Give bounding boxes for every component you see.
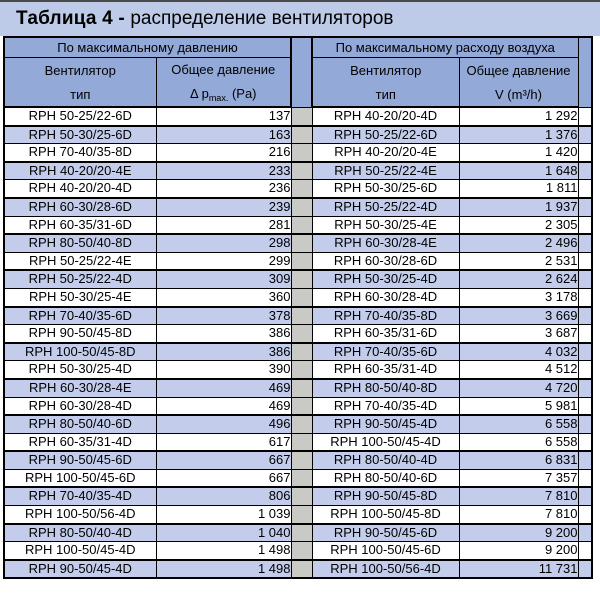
cutoff-strip-cell	[578, 397, 592, 415]
right-airflow-value-cell: 4 512	[459, 361, 578, 379]
left-fan-type-cell: RPH 80-50/40-6D	[4, 415, 156, 433]
table-row	[4, 542, 592, 560]
right-fan-type-cell: RPH 90-50/45-4D	[312, 415, 459, 433]
right-airflow-value-cell: 3 669	[459, 307, 578, 325]
cutoff-strip-cell	[578, 270, 592, 288]
left-fan-type-cell: RPH 100-50/56-4D	[4, 506, 156, 524]
table-title-text: распределение вентиляторов	[130, 8, 394, 29]
table-row	[4, 252, 592, 270]
left-fan-type-cell: RPH 90-50/45-8D	[4, 325, 156, 343]
right-fan-type-cell: RPH 50-30/25-6D	[312, 180, 459, 198]
gap-spacer-cell	[291, 506, 312, 524]
left-pressure-value-cell: 239	[156, 198, 291, 216]
table-row	[4, 270, 592, 288]
left-fan-column-header	[4, 58, 156, 108]
right-fan-type-cell: RPH 70-40/35-8D	[312, 307, 459, 325]
right-airflow-value-cell: 1 376	[459, 126, 578, 144]
left-fan-type-cell: RPH 60-35/31-6D	[4, 216, 156, 234]
gap-spacer-cell	[291, 162, 312, 180]
table-row	[4, 397, 592, 415]
left-pressure-value-cell: 216	[156, 144, 291, 162]
right-airflow-value-cell: 7 810	[459, 487, 578, 505]
right-fan-type-cell: RPH 60-35/31-4D	[312, 361, 459, 379]
right-airflow-value-cell: 3 178	[459, 288, 578, 306]
left-pressure-value-cell: 390	[156, 361, 291, 379]
cutoff-strip-cell	[578, 307, 592, 325]
cutoff-strip-cell	[578, 180, 592, 198]
gap-spacer-cell	[291, 216, 312, 234]
right-airflow-value-cell: 6 831	[459, 451, 578, 469]
gap-spacer-cell	[291, 307, 312, 325]
gap-spacer-cell	[291, 144, 312, 162]
left-pressure-value-cell: 469	[156, 397, 291, 415]
right-airflow-value-cell: 7 357	[459, 469, 578, 487]
left-fan-type-cell: RPH 50-30/25-6D	[4, 126, 156, 144]
gap-spacer-cell	[291, 325, 312, 343]
left-fan-type-cell: RPH 80-50/40-4D	[4, 524, 156, 542]
table-row	[4, 180, 592, 198]
left-pressure-value-cell: 469	[156, 379, 291, 397]
right-airflow-value-cell: 1 292	[459, 107, 578, 126]
cutoff-strip-cell	[578, 198, 592, 216]
right-fan-type-cell: RPH 50-25/22-6D	[312, 126, 459, 144]
table-row	[4, 487, 592, 505]
table-row	[4, 415, 592, 433]
right-airflow-value-cell: 9 200	[459, 524, 578, 542]
table-row	[4, 144, 592, 162]
cutoff-strip-cell	[578, 506, 592, 524]
left-fan-type-cell: RPH 50-25/22-6D	[4, 107, 156, 126]
cutoff-strip-cell	[578, 288, 592, 306]
right-airflow-value-cell: 3 687	[459, 325, 578, 343]
right-fan-type-cell: RPH 40-20/20-4E	[312, 144, 459, 162]
cutoff-strip-cell	[578, 542, 592, 560]
left-pressure-value-cell: 360	[156, 288, 291, 306]
left-pressure-value-cell: 1 039	[156, 506, 291, 524]
left-fan-type-cell: RPH 70-40/35-4D	[4, 487, 156, 505]
pascal-unit: (Pa)	[228, 85, 257, 101]
right-airflow-value-cell: 11 731	[459, 560, 578, 579]
right-airflow-value-cell: 1 420	[459, 144, 578, 162]
gap-spacer-cell	[291, 288, 312, 306]
right-fan-type-cell: RPH 60-30/28-4D	[312, 288, 459, 306]
left-fan-type-cell: RPH 100-50/45-8D	[4, 343, 156, 361]
right-airflow-header-line1: Общее давление	[466, 62, 571, 78]
left-fan-type-cell: RPH 60-30/28-4D	[4, 397, 156, 415]
gap-spacer-cell	[291, 343, 312, 361]
cutoff-strip-cell	[578, 216, 592, 234]
table-gap-spacer	[291, 37, 312, 107]
right-fan-header-line2: тип	[375, 86, 396, 102]
left-pressure-value-cell: 281	[156, 216, 291, 234]
table-row	[4, 469, 592, 487]
fan-distribution-table	[3, 36, 593, 579]
gap-spacer-cell	[291, 542, 312, 560]
cutoff-strip-cell	[578, 379, 592, 397]
right-airflow-value-cell: 1 937	[459, 198, 578, 216]
cutoff-strip-cell	[578, 162, 592, 180]
left-pressure-value-cell: 667	[156, 451, 291, 469]
right-fan-type-cell: RPH 60-35/31-6D	[312, 325, 459, 343]
gap-spacer-cell	[291, 180, 312, 198]
left-pressure-value-cell: 298	[156, 234, 291, 252]
cutoff-strip-cell	[578, 415, 592, 433]
left-fan-type-cell: RPH 70-40/35-6D	[4, 307, 156, 325]
right-airflow-value-cell: 9 200	[459, 542, 578, 560]
right-airflow-value-cell: 2 531	[459, 252, 578, 270]
right-fan-type-cell: RPH 80-50/40-6D	[312, 469, 459, 487]
table-row	[4, 361, 592, 379]
right-fan-type-cell: RPH 50-25/22-4D	[312, 198, 459, 216]
gap-spacer-cell	[291, 270, 312, 288]
table-row	[4, 198, 592, 216]
table-row	[4, 343, 592, 361]
cutoff-strip-cell	[578, 560, 592, 579]
cutoff-strip-cell	[578, 144, 592, 162]
table-title	[0, 2, 600, 36]
left-fan-type-cell: RPH 90-50/45-6D	[4, 451, 156, 469]
left-pressure-value-cell: 233	[156, 162, 291, 180]
table-row	[4, 107, 592, 126]
left-pressure-header-symbol	[157, 86, 291, 103]
gap-spacer-cell	[291, 379, 312, 397]
gap-spacer-cell	[291, 524, 312, 542]
right-airflow-value-cell: 4 032	[459, 343, 578, 361]
right-airflow-value-cell: 6 558	[459, 433, 578, 451]
left-pressure-value-cell: 1 498	[156, 542, 291, 560]
right-airflow-value-cell: 4 720	[459, 379, 578, 397]
left-pressure-value-cell: 309	[156, 270, 291, 288]
right-airflow-value-cell: 2 624	[459, 270, 578, 288]
gap-spacer-cell	[291, 487, 312, 505]
right-airflow-column-header	[459, 58, 578, 108]
right-fan-type-cell: RPH 70-40/35-6D	[312, 343, 459, 361]
left-fan-type-cell: RPH 100-50/45-6D	[4, 469, 156, 487]
right-fan-type-cell: RPH 100-50/56-4D	[312, 560, 459, 579]
left-pressure-value-cell: 386	[156, 343, 291, 361]
table-row	[4, 162, 592, 180]
left-fan-type-cell: RPH 60-30/28-4E	[4, 379, 156, 397]
left-pressure-value-cell: 137	[156, 107, 291, 126]
right-group-header: По максимальному расходу воздуха	[312, 37, 578, 58]
table-row	[4, 126, 592, 144]
right-airflow-value-cell: 1 811	[459, 180, 578, 198]
right-fan-type-cell: RPH 50-30/25-4D	[312, 270, 459, 288]
left-fan-type-cell: RPH 50-30/25-4E	[4, 288, 156, 306]
table-row	[4, 560, 592, 579]
gap-spacer-cell	[291, 397, 312, 415]
group-header-row	[4, 37, 592, 58]
right-fan-column-header	[312, 58, 459, 108]
cutoff-column-strip-header	[578, 37, 592, 107]
left-fan-type-cell: RPH 50-30/25-4D	[4, 361, 156, 379]
gap-spacer-cell	[291, 252, 312, 270]
left-fan-type-cell: RPH 100-50/45-4D	[4, 542, 156, 560]
cutoff-strip-cell	[578, 361, 592, 379]
left-pressure-value-cell: 386	[156, 325, 291, 343]
gap-spacer-cell	[291, 560, 312, 579]
right-airflow-value-cell: 2 496	[459, 234, 578, 252]
right-airflow-value-cell: 2 305	[459, 216, 578, 234]
table-title-number: Таблица 4 -	[16, 8, 131, 29]
left-fan-type-cell: RPH 40-20/20-4E	[4, 162, 156, 180]
right-fan-type-cell: RPH 80-50/40-8D	[312, 379, 459, 397]
cutoff-strip-cell	[578, 451, 592, 469]
left-fan-type-cell: RPH 80-50/40-8D	[4, 234, 156, 252]
cutoff-strip-cell	[578, 325, 592, 343]
max-subscript: max.	[208, 92, 229, 103]
right-fan-type-cell: RPH 60-30/28-4E	[312, 234, 459, 252]
right-fan-type-cell: RPH 90-50/45-8D	[312, 487, 459, 505]
right-fan-type-cell: RPH 60-30/28-6D	[312, 252, 459, 270]
left-fan-type-cell: RPH 40-20/20-4D	[4, 180, 156, 198]
table-row	[4, 506, 592, 524]
table-row	[4, 379, 592, 397]
left-pressure-value-cell: 236	[156, 180, 291, 198]
right-fan-type-cell: RPH 50-30/25-4E	[312, 216, 459, 234]
right-airflow-value-cell: 5 981	[459, 397, 578, 415]
right-fan-type-cell: RPH 80-50/40-4D	[312, 451, 459, 469]
gap-spacer-cell	[291, 198, 312, 216]
right-fan-type-cell: RPH 100-50/45-6D	[312, 542, 459, 560]
gap-spacer-cell	[291, 126, 312, 144]
delta-p-symbol: Δ p	[190, 85, 209, 101]
left-pressure-value-cell: 299	[156, 252, 291, 270]
gap-spacer-cell	[291, 234, 312, 252]
left-pressure-value-cell: 1 040	[156, 524, 291, 542]
left-fan-type-cell: RPH 60-35/31-4D	[4, 433, 156, 451]
left-group-header: По максимальному давлению	[4, 37, 291, 58]
left-fan-type-cell: RPH 90-50/45-4D	[4, 560, 156, 579]
cutoff-strip-cell	[578, 234, 592, 252]
cutoff-strip-cell	[578, 487, 592, 505]
table-row	[4, 288, 592, 306]
left-fan-type-cell: RPH 70-40/35-8D	[4, 144, 156, 162]
right-airflow-value-cell: 7 810	[459, 506, 578, 524]
left-pressure-header-line1: Общее давление	[171, 61, 276, 77]
table-body	[4, 107, 592, 578]
right-fan-type-cell: RPH 90-50/45-6D	[312, 524, 459, 542]
right-fan-header-line1: Вентилятор	[350, 62, 422, 78]
left-fan-type-cell: RPH 60-30/28-6D	[4, 198, 156, 216]
cutoff-strip-cell	[578, 126, 592, 144]
left-pressure-value-cell: 667	[156, 469, 291, 487]
table-row	[4, 234, 592, 252]
cutoff-strip-cell	[578, 252, 592, 270]
left-pressure-column-header	[156, 58, 291, 108]
table-row	[4, 451, 592, 469]
right-fan-type-cell: RPH 50-25/22-4E	[312, 162, 459, 180]
gap-spacer-cell	[291, 361, 312, 379]
gap-spacer-cell	[291, 451, 312, 469]
table-row	[4, 433, 592, 451]
left-pressure-value-cell: 378	[156, 307, 291, 325]
right-airflow-header-symbol: V (m³/h)	[495, 86, 542, 102]
right-airflow-value-cell: 6 558	[459, 415, 578, 433]
gap-spacer-cell	[291, 415, 312, 433]
left-pressure-value-cell: 806	[156, 487, 291, 505]
left-fan-type-cell: RPH 50-25/22-4E	[4, 252, 156, 270]
cutoff-strip-cell	[578, 107, 592, 126]
table-row	[4, 325, 592, 343]
right-fan-type-cell: RPH 40-20/20-4D	[312, 107, 459, 126]
left-pressure-value-cell: 617	[156, 433, 291, 451]
left-fan-header-line2: тип	[70, 86, 91, 102]
cutoff-strip-cell	[578, 524, 592, 542]
cutoff-strip-cell	[578, 469, 592, 487]
left-pressure-value-cell: 163	[156, 126, 291, 144]
left-pressure-value-cell: 1 498	[156, 560, 291, 579]
cutoff-strip-cell	[578, 343, 592, 361]
right-fan-type-cell: RPH 70-40/35-4D	[312, 397, 459, 415]
left-fan-type-cell: RPH 50-25/22-4D	[4, 270, 156, 288]
cutoff-strip-cell	[578, 433, 592, 451]
gap-spacer-cell	[291, 469, 312, 487]
table-row	[4, 307, 592, 325]
gap-spacer-cell	[291, 433, 312, 451]
left-pressure-value-cell: 496	[156, 415, 291, 433]
gap-spacer-cell	[291, 107, 312, 126]
right-fan-type-cell: RPH 100-50/45-8D	[312, 506, 459, 524]
table-row	[4, 524, 592, 542]
table-row	[4, 216, 592, 234]
right-airflow-value-cell: 1 648	[459, 162, 578, 180]
right-fan-type-cell: RPH 100-50/45-4D	[312, 433, 459, 451]
left-fan-header-line1: Вентилятор	[44, 62, 116, 78]
